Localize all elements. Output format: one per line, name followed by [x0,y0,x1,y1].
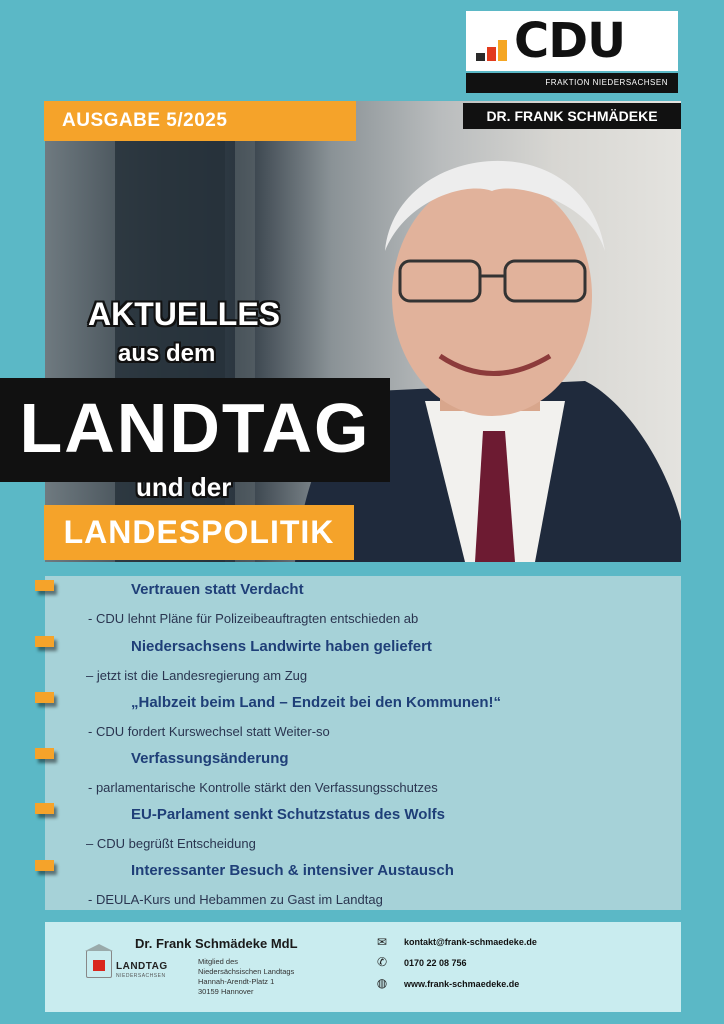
address-line: Mitglied des [198,957,239,966]
address-line: Hannah-Arendt-Platz 1 [198,977,275,986]
headline-aus-dem: aus dem [118,340,216,367]
topic-title: Vertrauen statt Verdacht [131,581,304,598]
email-link[interactable]: kontakt@frank-schmaedeke.de [404,937,537,947]
topic-title: „Halbzeit beim Land – Endzeit bei den Kommunen!“ [131,694,502,711]
topic-title: EU-Parlament senkt Schutzstatus des Wolfs [131,806,445,823]
topic-subtitle: - CDU fordert Kurswechsel statt Weiter-so [88,724,330,739]
topic-bullet-icon [35,636,54,647]
globe-icon: ◍ [376,976,388,990]
logo-bar-red [487,47,496,61]
landtag-wordmark: LANDTAG [116,961,168,972]
phone-number[interactable]: 0170 22 08 756 [404,958,467,968]
issue-label: AUSGABE 5/2025 [44,101,356,141]
horse-emblem-icon [93,960,105,971]
landtag-roof-icon [85,944,113,951]
cdu-logo [466,11,678,71]
fraktion-label: FRAKTION NIEDERSACHSEN [466,73,678,93]
topic-subtitle: - DEULA-Kurs und Hebammen zu Gast im Landtag [88,892,383,907]
topic-bullet-icon [35,803,54,814]
logo-bar-black [476,53,485,61]
person-name-tag: DR. FRANK SCHMÄDEKE [463,103,681,129]
topic-subtitle: – jetzt ist die Landesregierung am Zug [86,668,308,683]
headline-aktuelles: AKTUELLES [88,296,280,332]
address-line: 30159 Hannover [198,987,254,996]
logo-bar-orange [498,40,507,61]
landtag-logo-icon [86,950,112,978]
topic-title: Niedersachsens Landwirte haben geliefert [131,638,432,655]
website-link[interactable]: www.frank-schmaedeke.de [404,979,520,989]
topic-subtitle: - CDU lehnt Pläne für Polizeibeauftragten entschieden ab [88,611,419,626]
phone-icon: ✆ [376,955,388,969]
topic-bullet-icon [35,748,54,759]
headline-und-der: und der [136,472,232,502]
envelope-icon: ✉ [376,935,388,949]
topic-subtitle: - parlamentarische Kontrolle stärkt den Verfassungsschutzes [88,780,438,795]
topic-subtitle: – CDU begrüßt Entscheidung [86,836,256,851]
topic-title: Interessanter Besuch & intensiver Austausch [131,862,454,879]
footer-name: Dr. Frank Schmädeke MdL [135,936,298,951]
address-line: Niedersächsischen Landtags [198,967,295,976]
headline-landespolitik: LANDESPOLITIK [63,514,335,550]
topic-bullet-icon [35,860,54,871]
headline-landtag: LANDTAG [19,389,371,467]
topics-panel [45,576,681,910]
topic-bullet-icon [35,692,54,703]
landtag-subline: NIEDERSACHSEN [116,973,166,979]
topic-bullet-icon [35,580,54,591]
logo-wordmark: CDU [514,13,626,69]
topic-title: Verfassungsänderung [131,750,289,767]
